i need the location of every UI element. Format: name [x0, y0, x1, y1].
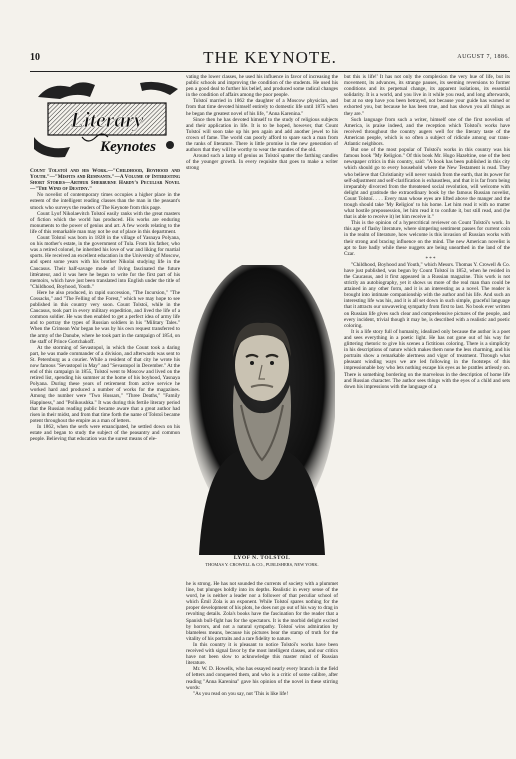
masthead: THE KEYNOTE.	[203, 48, 337, 67]
page-header	[30, 50, 510, 70]
logo-keynotes-text: Keynotes	[100, 139, 156, 155]
header-rule	[30, 71, 510, 72]
paragraph: In 1862, when the serfs were emancipated, he settled down on his estate and began to study the subject of the peasantry and common people. Believing that education was the surest means of ele-	[30, 423, 180, 443]
issue-date: AUGUST 7, 1886.	[457, 54, 510, 60]
column-1	[30, 168, 180, 750]
logo-literary-text: Literary	[70, 107, 144, 132]
page-number: 10	[30, 52, 40, 63]
paragraph: he is strong. He has not sounded the currents of society with a plummet line, but plunges boldly into its depths. Realistic in every sense of the word, he is neither a leader nor a follower of that peculiar school of which Émil Zola is an exponent. While Tolstoï spares nothing for the proper development of his plots, he does not go out of his way to drag in revolting details. Zola's books have the fascination for the reader that a Spanish bull-fight has for the spectators. It is the morbid delight excited by horrors, and not a natural sympathy. Tolstoï wins admiration by blameless means, because his pictures bear the stamp of truth for the vitality of his portraits and a rare fidelity to nature.	[186, 581, 338, 642]
paragraph: "As you read on you say, not 'This is like life!	[193, 690, 289, 697]
tolstoi-portrait	[189, 265, 335, 555]
paragraph: Since then he has devoted himself to the study of religious subjects and their application in life. It is to be hoped, however, that Count Tolstoï will soon take up his pen again and add another jewel to his crown of fame. The world can poorly afford to spare such a man from the ranks of literature. There is little promise in the new generation of authors that they will be worthy to wear the mantles of the old.	[186, 116, 338, 154]
paragraph: In this country it is pleasant to notice Tolstoï's works have been received with signal favor by the most intelligent classes, and our critics have not been slow to acknowledge this master mind of Russian literature.	[186, 641, 338, 667]
paragraph: Count Lyof Nikolaevitch Tolstoï easily ranks with the great masters of fiction which the world has produced. His works are enduring monuments to the power of genius and art. A few words relating to the life of this remarkable man may not be out of place in this department.	[30, 210, 180, 235]
paragraph: At the storming of Sevastopol, in which the Count took a daring part, he was made commander of a division, and afterwards was sent to St. Petersburg as a courier. While a resident of that city he wrote his now famous "Sevastopol in May" and "Sevastopol in December." At the end of this campaign in 1855, Tolstoï went to Moscow and lived on the retired list, spending his summer at the home of his boyhood, Yasnaya Polyana. During these years of retirement from active service he worked hard and produced a number of works for the magazines. Among the number were "Two Hussars," "Three Deaths," "Family Happiness," and "Polikoushka." It was during this fertile literary period that the Russian reading public became aware that a great author had risen in their midst, and from that time forth the name of Tolstoï became potent throughout the empire as a man of letters.	[30, 344, 180, 424]
paragraph: but this is life!' It has not only the complexion the very hue of life, but its movement, its advances, its strange pauses, its seeming reversions to former conditions and its perpetual change, its apparent isolations, its essential solidarity. It is a world, and you live in it while you read, and long afterwards, but at no step have you been betrayed, not because your guide has warned or exhorted you, but because he has been true, and has shown you all things as they are."	[344, 74, 510, 117]
article-intro: Count Tolstoï and his Work.—"Childhood, Boyhood and Youth."—"Misfits and Remnants."—A Volume of Interesting Short Stories—Arthur Sherburne Hardy's Peculiar Novel—"The Wind of Destiny."	[30, 168, 180, 193]
paragraph: Around such a lamp of genius as Tolstoï spatter the farthing candles of the younger growth. In every requisite that goes to make a writer strong	[186, 153, 338, 172]
paragraph: Tolstoï married in 1862 the daughter of a Moscow physician, and from that time devoted himself entirely to domestic life until 1875 when he began the greatest novel of his life, "Anna Karenina."	[186, 98, 338, 117]
paragraph: Here he also produced, in rapid succession, "The Incursion," "The Cossacks," and "The Felling of the Forest," which we may hope to see published in this country very soon. Count Tolstoï, while in the Caucasus, took part in every military expedition, and lived the life of a common soldier. He was then enabled to get a perfect idea of army life and to portray the types of Russian soldiers in his "Military Tales." When the Crimean War began he was by his own request transferred to the army of the Danube, where he took part in the campaign of 1854, on the staff of Prince Gortchakoff.	[30, 289, 180, 345]
paragraph: But one of the most popular of Tolstoï's works in this country was his famous book "My Religion." Of this book Mr. Hugo Hazeltine, one of the best newspaper critics in this country, said: "A book has been published in this city which should go to every household where the New Testament is read. They who believe that Christianity will never vanish from the earth, that its power for self-adjustment and self-clarification is exhaustless, and that it is far from being irreparably divorced from the threatened social revolution, will welcome with delight and gratitude the extraordinary book by the famous Russian novelist, Count Tolstoï. . . . Every man whose eyes are lifted above the manger and the trough should take 'My Religion' to his home. Let him read it with no matter what hostile prepossession, let him read it to confute it, but still read, and (he that is able to receive it) let him receive it."	[344, 147, 510, 221]
paragraph: Count Tolstoï was born in 1828 in the village of Yasnaya Polyana, on his mother's estate, in the government of Tula. From his father, who was a retired colonel, he inherited his love of war and liking for martial sports. He received an excellent education in the University of Moscow, and spent some years with his brother Nikolai studying life in the Caucasus. Their half-savage mode of living fascinated the future littérateur, and it was here he began to write for the first part of his memoirs, which have just been translated into English under the title of "Childhood, Boyhood, Youth."	[30, 235, 180, 290]
caption-title: LYOF N. TOLSTOÏ.	[233, 555, 291, 561]
column-2-bottom	[186, 581, 338, 750]
paragraph: It is a life story full of humanity, idealized only because the author is a poet and sees everything in a poetic light. He has not gone out of his way for glittering rhetoric to give his scenes a fictitious coloring. There is a simplicity in his descriptions of nature which makes them none the less charming, and his portraits show a remarkable alertness and vigor of treatment. Through what pleasant winding ways we are led following in the footsteps of this impressionable boy who lets nothing escape his eyes as he prattles artlessly on. There is something bordering on the marvelous in the description of home life and Russian character. The author sees things with the eyes of a child and sets down his impressions with the language of a	[344, 328, 510, 390]
section-divider: * * *	[425, 256, 436, 262]
paragraph: Such language from such a writer, himself one of the first novelists of America, is praise indeed, and the reception which Tolstoï's works have received throughout the country augers well for the literary taste of the American people, which is so often a subject of ridicule among our trans-Atlantic neighbors.	[344, 116, 510, 148]
paragraph: No novelist of contemporary times occupies a higher place in the esteem of the intelligent reading classes than the man in the peasant's smock who surveys the readers of The Keynote from this page.	[30, 192, 180, 211]
paragraph: Mr. W. D. Howells, who has essayed nearly every branch in the field of letters and conquered them, and who is a critic of some calibre, after reading "Anna Karenina" gave his opinion of the novel in these stirring words:	[186, 666, 338, 691]
column-3	[344, 74, 510, 750]
paragraph: "Childhood, Boyhood and Youth," which Messrs. Thomas Y. Crowell & Co. have just published, was begun by Count Tolstoï in 1852, when he resided in the Caucasus, and it first appeared in a Russian magazine. This work is not strictly an autobiography, yet it shows us more of the real man than could be attained in any other form, and it is an interesting as a novel. The reader is brought into intimate companionship with the author and his life. And such an interesting life was his, and it is all set down in such simple, graceful language that it attracts our unwavering sympathy from first to last. No book ever written on Russian life gives such clear and comprehensive pictures of the people, and every incident, trivial though it may be, is described with a realistic and poetic coloring.	[344, 261, 510, 329]
column-2-top	[186, 74, 338, 264]
caption-credit: THOMAS Y. CROWELL & CO., PUBLISHERS, NEW YORK.	[205, 562, 319, 567]
paragraph: This is the opinion of a hypercritical reviewer on Count Tolstoï's work. In this age of flashy literature, where simpering sentiment passes for current coin in the realm of literature, how welcome is this invasion of Russian works with their strong and bracing influence on the mind. The new American novelist is apt to fare badly while these nuggets are being unearthed in the land of the Czar.	[344, 220, 510, 257]
literary-keynotes-logo	[30, 77, 182, 165]
portrait-caption	[186, 555, 338, 567]
paragraph: vating the lower classes, he used his influence in favor of increasing the public schools and improving the condition of the students. He used his pen a good deal to further his belief, and produced some radical changes in the condition of affairs among the poor people.	[186, 74, 338, 99]
